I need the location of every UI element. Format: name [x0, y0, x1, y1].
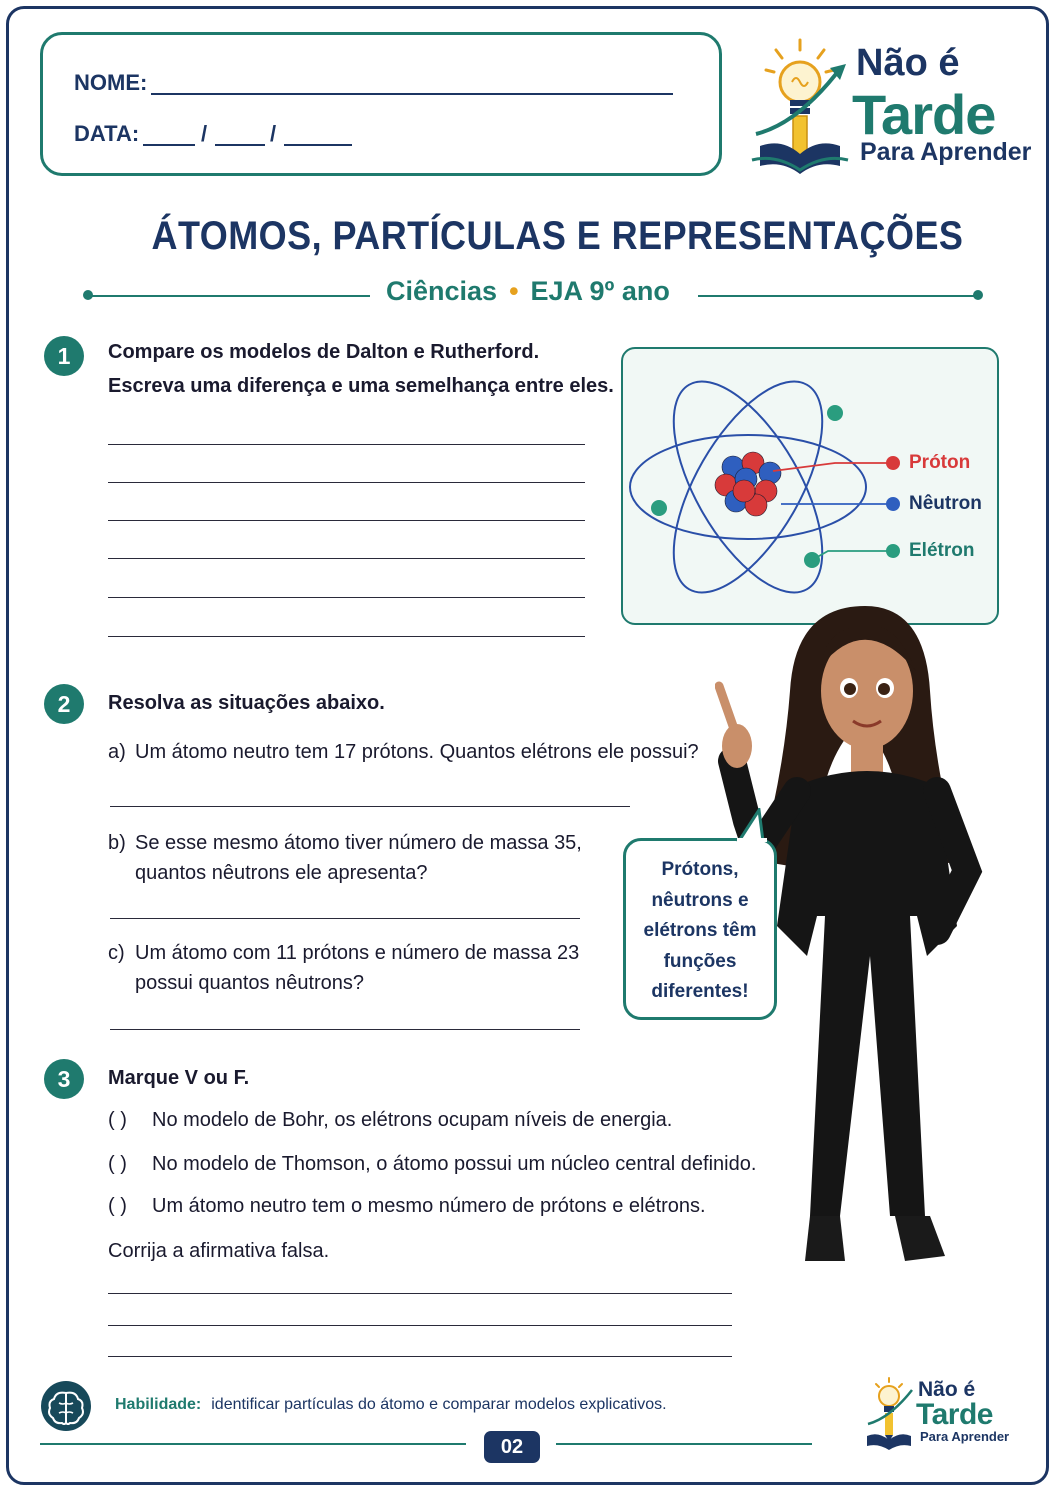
q1-prompt-line-2: Escreva uma diferença e uma semelhança entre eles.: [108, 375, 614, 397]
divider: [698, 295, 976, 297]
answer-line[interactable]: [108, 597, 585, 598]
lightbulb-book-icon: [862, 1374, 922, 1454]
bubble-line: nêutrons e: [651, 889, 749, 911]
decorative-dot: [973, 290, 983, 300]
answer-line[interactable]: [108, 482, 585, 483]
date-label: DATA:: [74, 121, 140, 146]
speech-bubble-text: [626, 855, 774, 1008]
answer-line[interactable]: [108, 1325, 732, 1326]
q2a-marker: a): [108, 741, 126, 763]
date-year-field[interactable]: [284, 144, 352, 146]
footer-logo-line-2: Tarde: [916, 1398, 993, 1431]
answer-line[interactable]: [110, 806, 630, 807]
q2c-text-line-2: possui quantos nêutrons?: [135, 972, 365, 994]
bullet-separator: •: [509, 276, 519, 306]
speech-bubble-tail: [735, 808, 775, 842]
page-number: 02: [484, 1431, 540, 1463]
subtitle: [386, 276, 670, 307]
correction-prompt: Corrija a afirmativa falsa.: [108, 1240, 330, 1262]
electron: [827, 405, 843, 421]
footer-logo-line-3: Para Aprender: [920, 1429, 1010, 1444]
brain-icon: [41, 1381, 91, 1431]
answer-line[interactable]: [108, 558, 585, 559]
q2b-text-line-1: Se esse mesmo átomo tiver número de massa 35,: [135, 832, 582, 854]
name-label: NOME:: [74, 70, 148, 95]
date-day-field[interactable]: [143, 144, 195, 146]
date-separator: /: [270, 121, 277, 146]
answer-line[interactable]: [108, 1293, 732, 1294]
lightbulb-book-icon: [746, 34, 866, 190]
skill-statement: [115, 1396, 667, 1414]
q2c-text-line-1: Um átomo com 11 prótons e número de massa 23: [135, 942, 580, 964]
electron-label: Elétron: [909, 540, 975, 561]
bubble-line: diferentes!: [651, 981, 749, 1002]
statement-text: No modelo de Bohr, os elétrons ocupam níveis de energia.: [152, 1109, 673, 1131]
true-false-checkbox[interactable]: ( ): [108, 1109, 127, 1131]
statement-text: No modelo de Thomson, o átomo possui um núcleo central definido.: [152, 1153, 757, 1175]
answer-line[interactable]: [108, 636, 585, 637]
bubble-line: funções: [663, 950, 737, 972]
answer-line[interactable]: [110, 918, 580, 919]
footer-brand-logo: [862, 1374, 1012, 1454]
footer-divider: [40, 1443, 466, 1445]
q1-prompt-line-1: Compare os modelos de Dalton e Rutherford.: [108, 341, 540, 363]
student-info-box: [40, 32, 722, 176]
date-month-field[interactable]: [215, 144, 265, 146]
divider: [90, 295, 370, 297]
q2b-text-line-2: quantos nêutrons ele apresenta?: [135, 862, 428, 884]
skill-label: Habilidade:: [115, 1396, 202, 1413]
q2b-marker: b): [108, 832, 126, 854]
atom-illustration: [623, 349, 1001, 627]
logo-line-1: Não é: [856, 42, 960, 84]
logo-line-3: Para Aprender: [860, 138, 1032, 166]
answer-line[interactable]: [108, 1356, 732, 1357]
q2c-marker: c): [108, 942, 125, 964]
logo-line-2: Tarde: [852, 83, 996, 146]
true-false-checkbox[interactable]: ( ): [108, 1153, 127, 1175]
q3-title: Marque V ou F.: [108, 1067, 250, 1089]
proton-label: Próton: [909, 452, 971, 473]
bubble-line: elétrons têm: [643, 920, 757, 941]
subtitle-row: [86, 276, 986, 312]
footer-divider: [556, 1443, 812, 1445]
subject-label: Ciências: [386, 276, 498, 306]
question-number-1: 1: [44, 336, 84, 376]
electron: [651, 500, 667, 516]
answer-line[interactable]: [108, 444, 585, 445]
grade-label: EJA 9º ano: [530, 276, 670, 306]
answer-line[interactable]: [108, 520, 585, 521]
statement-text: Um átomo neutro tem o mesmo número de prótons e elétrons.: [152, 1195, 706, 1217]
atom-diagram: [621, 347, 999, 625]
bubble-line: Prótons,: [661, 859, 739, 880]
name-field[interactable]: [151, 93, 673, 95]
true-false-checkbox[interactable]: ( ): [108, 1195, 127, 1217]
page-title: ÁTOMOS, PARTÍCULAS E REPRESENTAÇÕES: [151, 214, 964, 258]
date-separator: /: [201, 121, 208, 146]
answer-line[interactable]: [110, 1029, 580, 1030]
question-number-2: 2: [44, 684, 84, 724]
skill-text: identificar partículas do átomo e comparar modelos explicativos.: [211, 1396, 667, 1413]
speech-bubble: [623, 838, 777, 1020]
question-number-3: 3: [44, 1059, 84, 1099]
q2a-text: Um átomo neutro tem 17 prótons. Quantos elétrons ele possui?: [135, 741, 699, 763]
q2-title: Resolva as situações abaixo.: [108, 692, 385, 714]
footer-logo-line-1: Não é: [918, 1378, 976, 1401]
neutron-label: Nêutron: [909, 493, 982, 514]
brand-logo: [746, 34, 1032, 190]
